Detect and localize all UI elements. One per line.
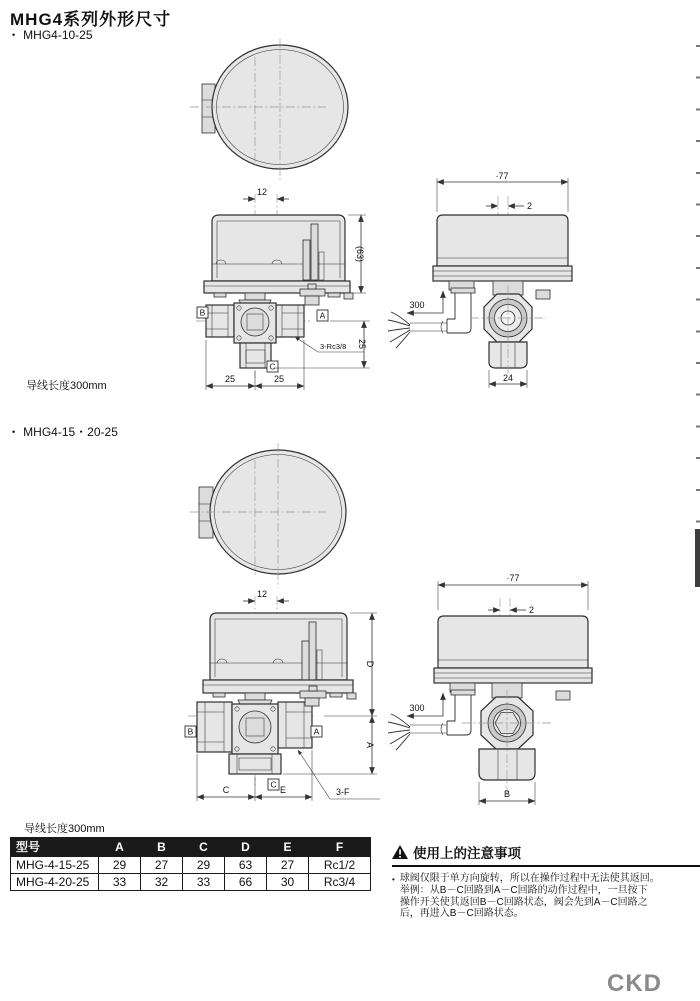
- col-header-d: D: [225, 838, 267, 857]
- lead-wire-note-2: 导线长度300mm: [24, 823, 105, 835]
- value-cell: 27: [141, 856, 183, 874]
- value-cell: 63: [225, 856, 267, 874]
- section-2-model: MHG4-15・20-25: [23, 425, 118, 439]
- col-header-e: E: [267, 838, 309, 857]
- svg-text:B: B: [187, 726, 194, 737]
- value-cell: 33: [99, 874, 141, 891]
- col-header-b: B: [141, 838, 183, 857]
- d2-port-label-c: [268, 779, 279, 790]
- value-cell: 32: [141, 874, 183, 891]
- col-header-f: F: [309, 838, 371, 857]
- svg-text:A: A: [319, 310, 326, 321]
- d1-dim-ports: 3-Rc3/8: [320, 342, 347, 351]
- col-header-c: C: [183, 838, 225, 857]
- col-header-a: A: [99, 838, 141, 857]
- ckd-logo: CKD: [607, 970, 662, 997]
- warning-icon: [392, 845, 408, 859]
- d2-dim-bottom-right: E: [279, 785, 287, 795]
- value-cell: Rc1/2: [309, 856, 371, 874]
- table-header-row: [11, 838, 371, 857]
- d2-port-label-a: [311, 726, 322, 737]
- model-cell: MHG-4-20-25: [11, 874, 99, 891]
- drawing1-top-view: [190, 39, 348, 180]
- section-tab-marker: [695, 529, 700, 587]
- value-cell: 66: [225, 874, 267, 891]
- page-title: MHG4系列外形尺寸: [10, 10, 172, 29]
- d1-dim-width: ·77: [495, 171, 509, 181]
- section-2-label: [12, 423, 118, 440]
- bullet-icon: •: [12, 30, 16, 40]
- value-cell: Rc3/4: [309, 874, 371, 891]
- dimension-table: [10, 837, 371, 891]
- value-cell: 27: [267, 856, 309, 874]
- bullet-icon: •: [12, 426, 16, 437]
- d1-port-label-b: [197, 307, 208, 318]
- value-cell: 33: [183, 874, 225, 891]
- d1-dim-height: (63): [355, 245, 365, 263]
- warning-section: [392, 842, 700, 920]
- value-cell: 30: [267, 874, 309, 891]
- page-index-ticks: [696, 45, 700, 524]
- section-1-label: [12, 28, 93, 42]
- d1-port-label-a: [317, 310, 328, 321]
- d2-dim-stem-offset: 2: [529, 605, 535, 615]
- d2-dim-ports: 3-F: [336, 787, 350, 797]
- drawing1-front-view: [196, 187, 370, 390]
- d1-dim-cable: 300: [409, 300, 425, 310]
- d2-dim-side-width: B: [503, 789, 511, 799]
- drawing2-top-view: [190, 443, 346, 588]
- lead-wire-note-1: 导线长度300mm: [26, 380, 107, 392]
- d2-dim-port-height: A: [365, 741, 375, 749]
- warning-body: [392, 873, 700, 920]
- d1-dim-side-width: 24: [502, 373, 514, 383]
- d2-port-label-b: [185, 726, 196, 737]
- value-cell: 29: [183, 856, 225, 874]
- d1-port-label-c: [267, 361, 278, 372]
- d2-dim-cable: 300: [409, 703, 425, 713]
- drawing1-side-view: [388, 171, 572, 388]
- drawing2-front-view: [185, 589, 380, 801]
- col-header-model: 型号: [11, 838, 99, 857]
- value-cell: 29: [99, 856, 141, 874]
- d1-dim-offset: 12: [256, 187, 268, 197]
- bullet-icon: •: [392, 875, 395, 884]
- warning-text: 球阀仅限于单方向旋转，所以在操作过程中无法使其返回。 举例：从B－C回路到A－C回路的动作过程中，一旦按下 操作开关使其返回B－C回路状态，阀会先到A－C回路之 后，再进入B－C回路状态。: [399, 873, 660, 920]
- d2-dim-offset: 12: [256, 589, 268, 599]
- svg-text:C: C: [270, 779, 277, 790]
- d1-dim-bottom-right: 25: [273, 374, 285, 384]
- d2-dim-bottom-left: C: [222, 785, 230, 795]
- d1-dim-stem-offset: 2: [527, 201, 533, 211]
- warning-title: 使用上的注意事项: [413, 846, 521, 861]
- d1-dim-port-height: 25: [357, 338, 367, 350]
- svg-text:A: A: [313, 726, 320, 737]
- drawing2-side-view: [388, 573, 592, 805]
- svg-text:C: C: [269, 361, 276, 372]
- section-1-model: MHG4-10-25: [23, 28, 93, 42]
- d1-dim-bottom-left: 25: [224, 374, 236, 384]
- table-row: [11, 874, 371, 891]
- model-cell: MHG-4-15-25: [11, 856, 99, 874]
- table-row: [11, 856, 371, 874]
- svg-text:B: B: [199, 307, 206, 318]
- warning-header: [392, 842, 700, 867]
- d2-dim-height: D: [365, 660, 375, 668]
- d2-dim-width: ·77: [506, 573, 520, 583]
